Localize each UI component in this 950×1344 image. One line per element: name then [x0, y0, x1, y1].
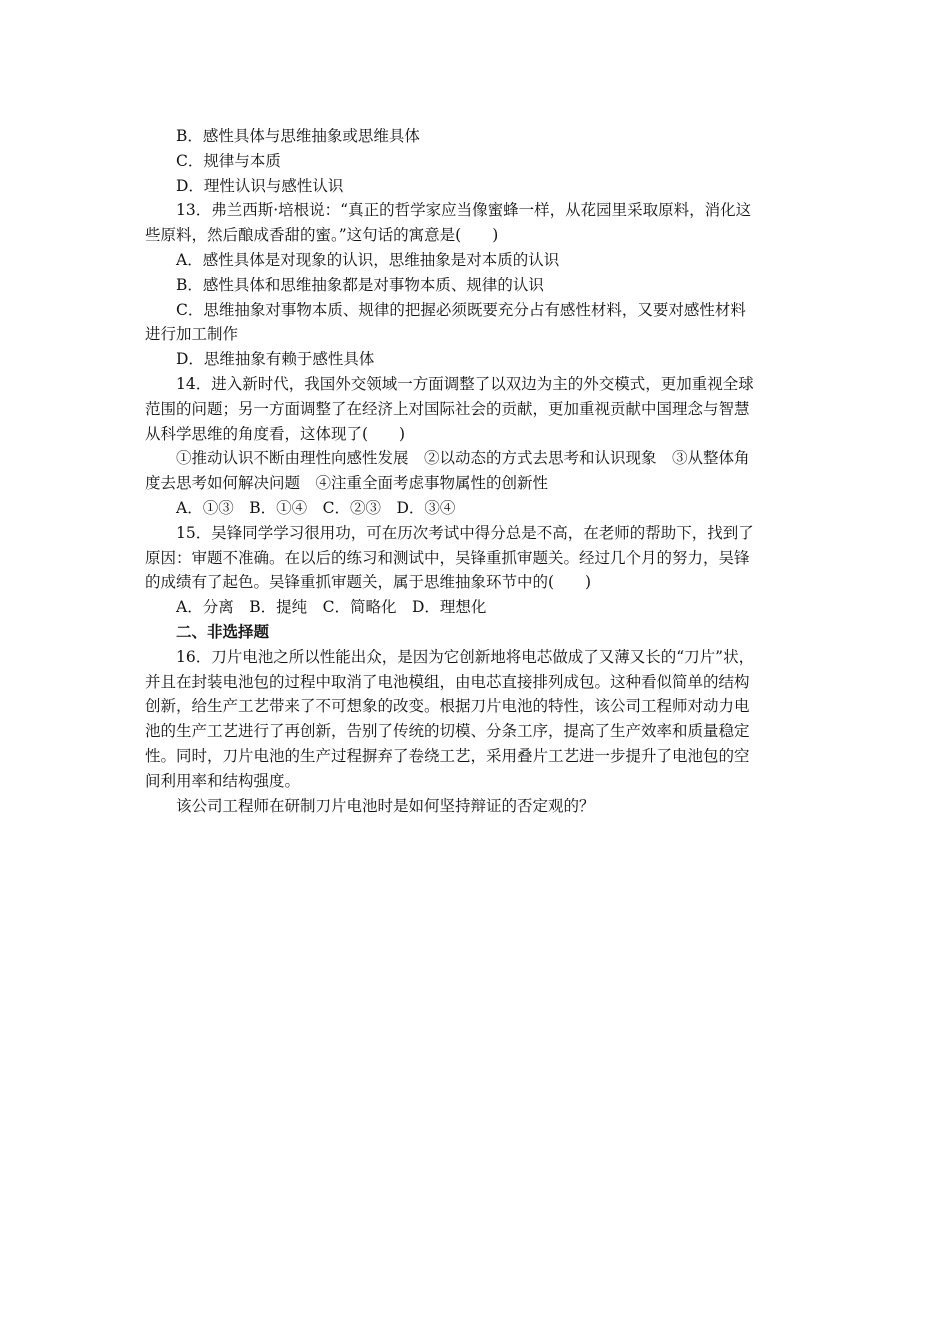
question-stem: 13．弗兰西斯·培根说：“真正的哲学家应当像蜜蜂一样，从花园里采取原料，消化这 [176, 201, 752, 220]
question-stem-cont: 范围的问题；另一方面调整了在经济上对国际社会的贡献，更加重视贡献中国理念与智慧 [145, 399, 750, 418]
question-prompt: 该公司工程师在研制刀片电池时是如何坚持辩证的否定观的？ [176, 796, 595, 815]
passage-line: 性。同时，刀片电池的生产过程摒弃了卷绕工艺，采用叠片工艺进一步提升了电池包的空 [145, 746, 750, 765]
option-d: D．思维抽象有赖于感性具体 [176, 350, 375, 369]
question-stem-cont: 原因：审题不准确。在以后的练习和测试中，吴锋重抓审题关。经过几个月的努力，吴锋 [145, 548, 750, 567]
option-c: C．规律与本质 [176, 151, 281, 170]
question-16 [145, 645, 810, 819]
question-15 [145, 521, 810, 620]
option-b: B．感性具体和思维抽象都是对事物本质、规律的认识 [176, 275, 544, 294]
question-stem-cont: 的成绩有了起色。吴锋重抓审题关，属于思维抽象环节中的( ) [145, 573, 592, 592]
passage-line: 间利用率和结构强度。 [145, 771, 301, 790]
passage-line: 16．刀片电池之所以性能出众，是因为它创新地将电芯做成了又薄又长的“刀片”状， [176, 647, 755, 666]
numbered-statements-cont: 度去思考如何解决问题 ④注重全面考虑事物属性的创新性 [145, 474, 549, 493]
answer-options: A．分离 B．提纯 C．简略化 D．理想化 [176, 598, 487, 617]
question-stem: 15．吴锋同学学习很用功，可在历次考试中得分总是不高，在老师的帮助下，找到了 [176, 523, 754, 542]
question-stem: 14．进入新时代，我国外交领域一方面调整了以双边为主的外交模式，更加重视全球 [176, 374, 754, 393]
question-stem-cont: 从科学思维的角度看，这体现了( ) [145, 424, 406, 443]
numbered-statements: ①推动认识不断由理性向感性发展 ②以动态的方式去思考和认识现象 ③从整体角 [176, 449, 750, 468]
option-a: A．感性具体是对现象的认识，思维抽象是对本质的认识 [176, 250, 560, 269]
question-13 [145, 198, 810, 372]
question-stem-cont: 些原料，然后酿成香甜的蜜。”这句话的寓意是( ) [145, 226, 499, 245]
question-14 [145, 372, 810, 521]
answer-options: A．①③ B．①④ C．②③ D．③④ [176, 498, 456, 517]
option-b: B．感性具体与思维抽象或思维具体 [176, 127, 420, 145]
passage-line: 并且在封装电池包的过程中取消了电池模组，由电芯直接排列成包。这种看似简单的结构 [145, 672, 750, 691]
document-body [145, 124, 810, 818]
section-heading: 二、非选择题 [176, 621, 270, 641]
passage-line: 池的生产工艺进行了再创新，告别了传统的切模、分条工序，提高了生产效率和质量稳定 [145, 722, 750, 741]
option-d: D．理性认识与感性认识 [176, 176, 344, 195]
option-c-cont: 进行加工制作 [145, 325, 239, 344]
question-12-options [145, 124, 810, 198]
option-c: C．思维抽象对事物本质、规律的把握必须既要充分占有感性材料，又要对感性材料 [176, 300, 746, 319]
passage-line: 创新，给生产工艺带来了不可想象的改变。根据刀片电池的特性，该公司工程师对动力电 [145, 697, 750, 716]
